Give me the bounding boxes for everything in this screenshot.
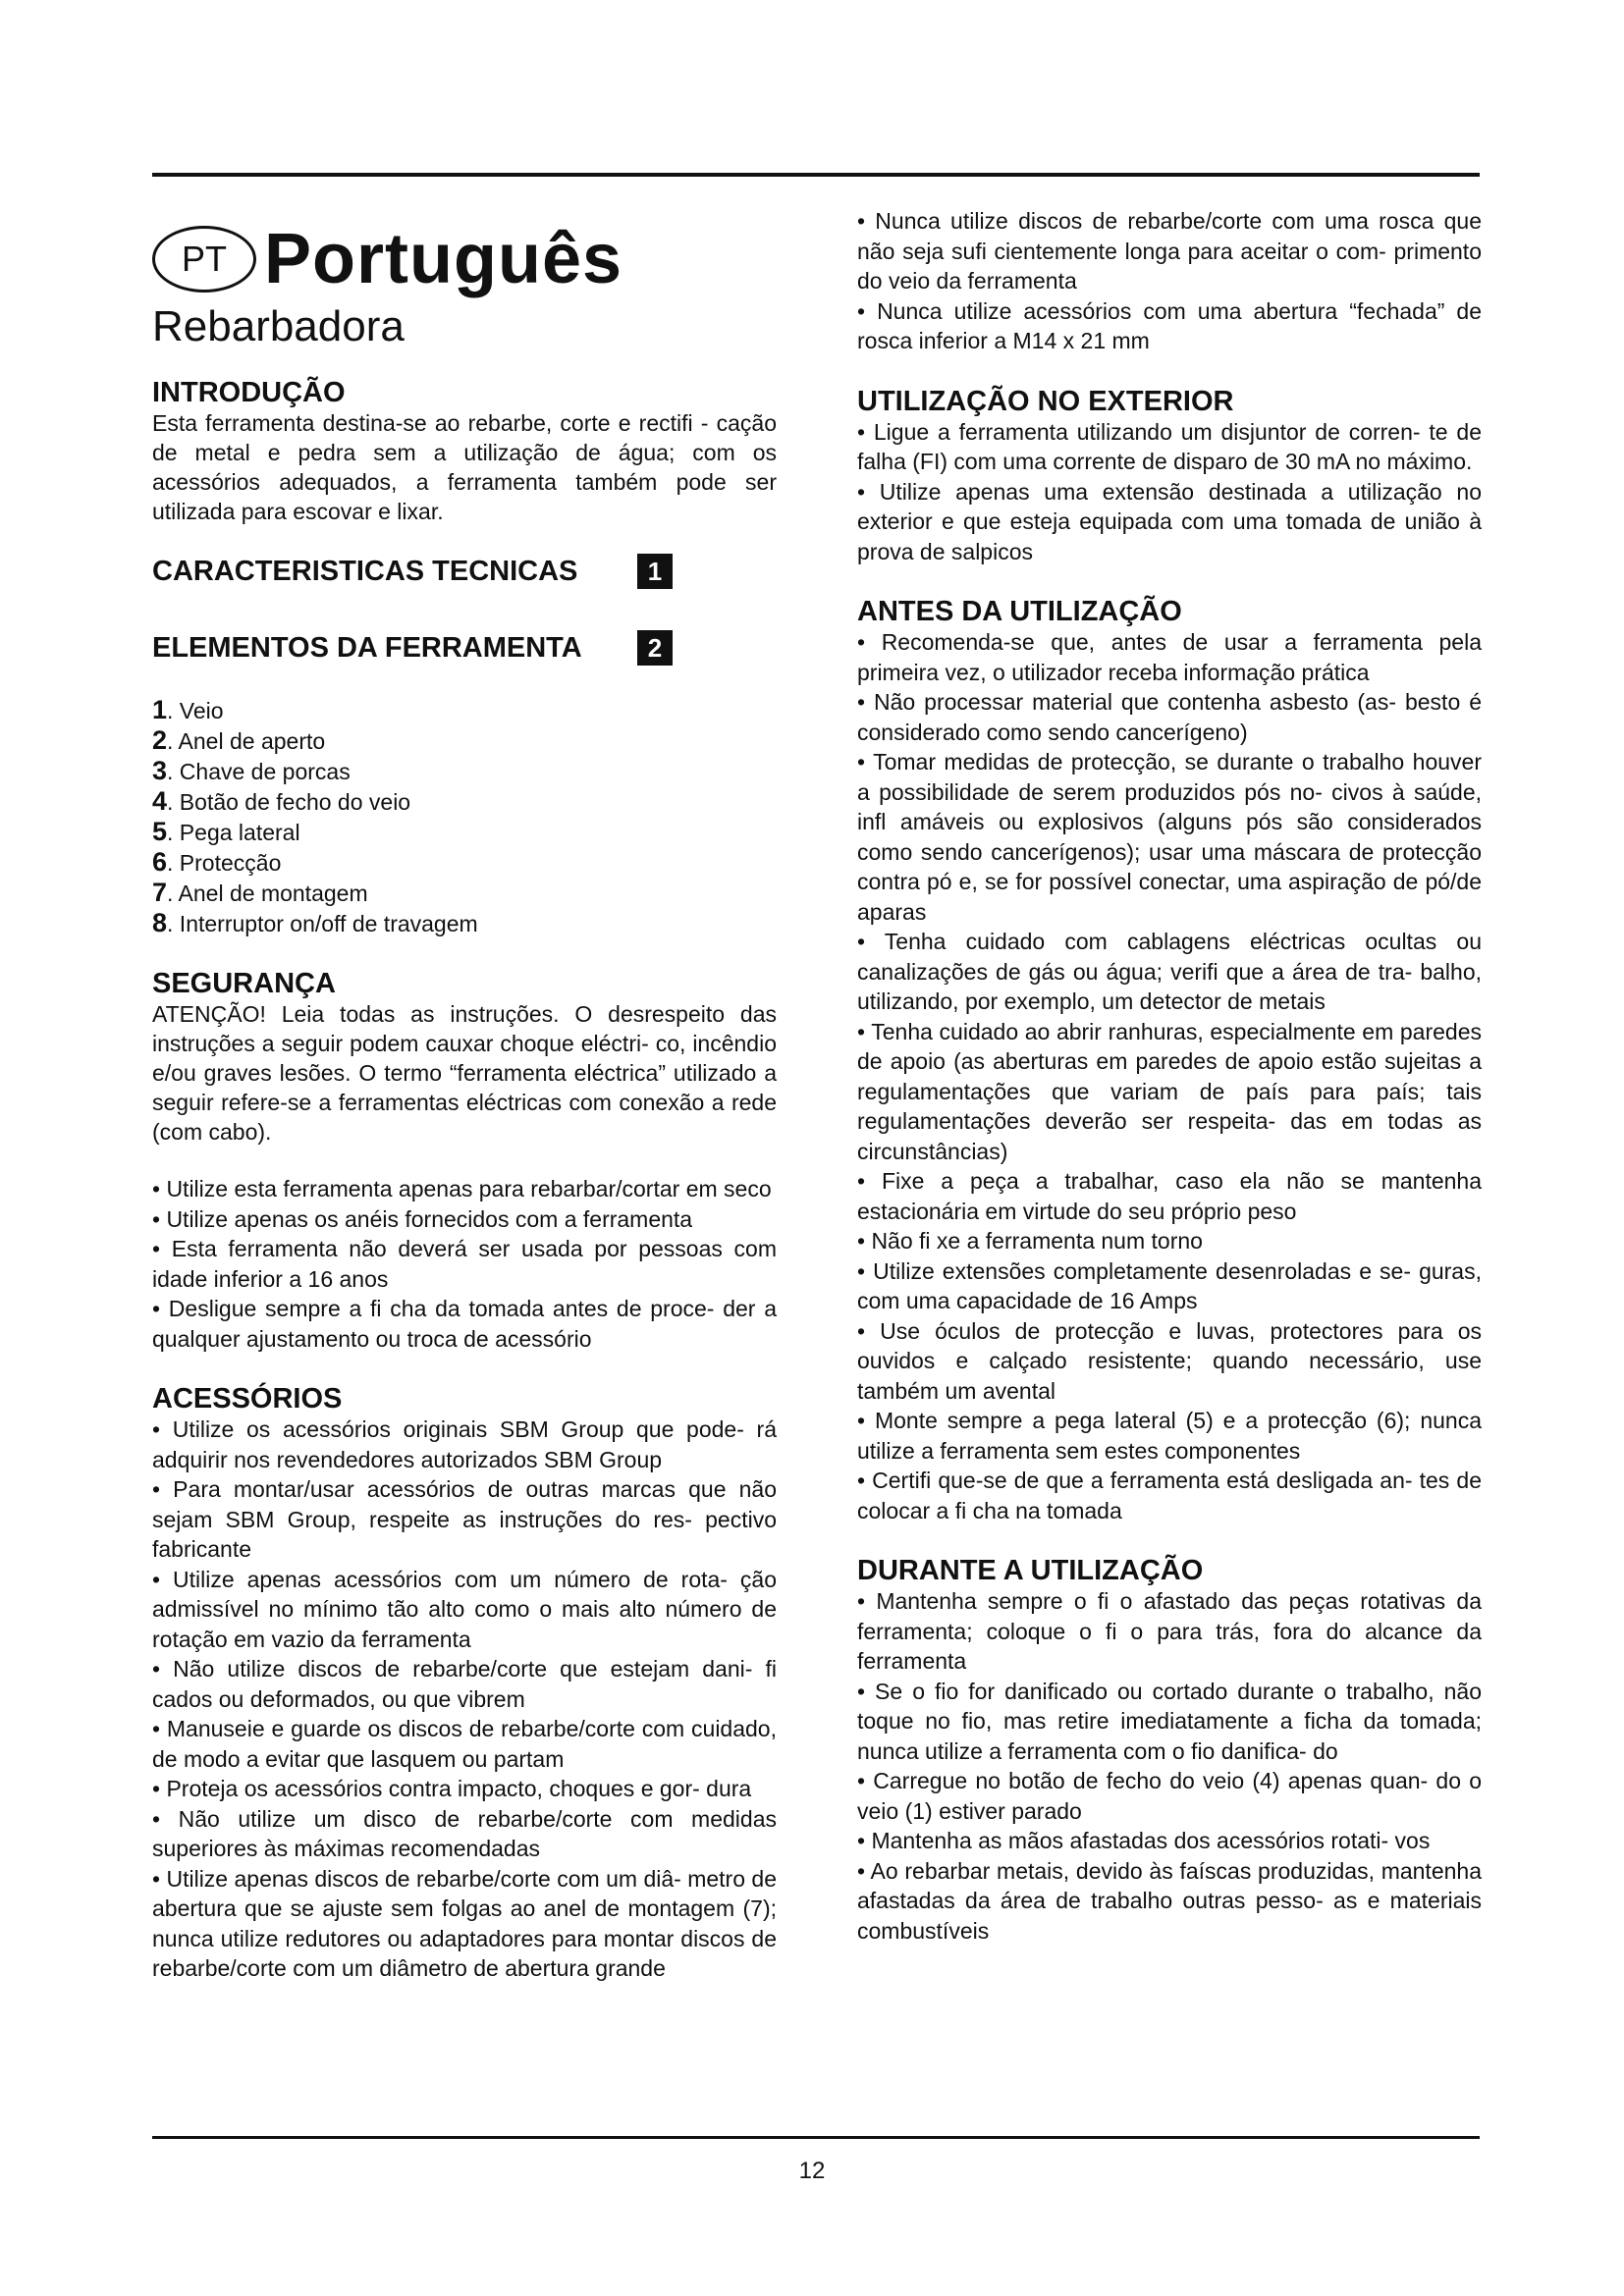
figure-2-badge: 2 [637, 630, 673, 666]
list-item: • Use óculos de protecção e luvas, protectores para os ouvidos e calçado resistente; quando necessário, use também um avental [857, 1317, 1482, 1404]
spacer [152, 1147, 777, 1174]
bottom-divider [152, 2136, 1480, 2139]
list-item: • Utilize apenas acessórios com um número de rota- ção admissível no mínimo tão alto como o mais alto número de rotação em vazio da ferramenta [152, 1566, 777, 1652]
safety-heading: SEGURANÇA [152, 968, 336, 999]
top-divider [152, 173, 1480, 177]
list-item: • Recomenda-se que, antes de usar a ferramenta pela primeira vez, o utilizador receba informação prática [857, 629, 1482, 685]
list-item: 4. Botão de fecho do veio [152, 786, 411, 816]
list-item: • Fixe a peça a trabalhar, caso ela não se mantenha estacionária em virtude do seu próprio peso [857, 1168, 1482, 1224]
list-item: • Nunca utilize discos de rebarbe/corte com uma rosca que não seja sufi cientemente longa para aceitar o com- primento do veio da ferramenta [857, 208, 1482, 294]
language-code-badge: PT [152, 226, 256, 293]
list-item: 8. Interruptor on/off de travagem [152, 908, 478, 937]
list-item: • Não utilize discos de rebarbe/corte que estejam dani- fi cados ou deformados, ou que vibrem [152, 1656, 777, 1712]
safety-text: ATENÇÃO! Leia todas as instruções. O desrespeito das instruções a seguir podem cauxar choque eléctri- co, incêndio e/ou graves lesões. O termo “ferramenta eléctrica” utilizado a seguir refere-se a ferramentas eléctricas com conexão a rede (com cabo). [152, 1001, 777, 1145]
list-item: • Ao rebarbar metais, devido às faíscas produzidas, mantenha afastadas da área de trabalho outras pesso- as e materiais combustíveis [857, 1857, 1482, 1944]
figure-1-badge: 1 [637, 554, 673, 589]
product-title: Rebarbadora [152, 302, 405, 350]
list-item: • Tenha cuidado ao abrir ranhuras, especialmente em paredes de apoio (as aberturas em paredes de apoio estão sujeitas a regulamentações que variam de país para país; tais regulamentações deverão ser respeita- das em todas as circunstâncias) [857, 1018, 1482, 1164]
list-item: 2. Anel de aperto [152, 725, 326, 755]
continued-accessories-bullets [857, 206, 1482, 356]
list-item: • Utilize apenas discos de rebarbe/corte com um diâ- metro de abertura que se ajuste sem folgas ao anel de montagem (7); nunca utilize redutores ou adaptadores para montar discos de rebarbe/corte com um diâmetro de abertura grande [152, 1865, 777, 1981]
left-column [152, 206, 777, 1984]
list-item: 1. Veio [152, 695, 224, 724]
list-item: • Não fi xe a ferramenta num torno [857, 1228, 1203, 1254]
list-item: • Utilize apenas uma extensão destinada a utilização no exterior e que esteja equipada com uma tomada de união à prova de salpicos [857, 478, 1482, 564]
before-use-heading: ANTES DA UTILIZAÇÃO [857, 596, 1182, 627]
safety-bullets [152, 1174, 777, 1354]
list-item: • Ligue a ferramenta utilizando um disjuntor de corren- te de falha (FI) com uma corrente de disparo de 30 mA no máximo. [857, 418, 1482, 474]
list-item: 5. Pega lateral [152, 817, 300, 846]
during-use-bullets [857, 1586, 1482, 1946]
list-item: • Tomar medidas de protecção, se durante o trabalho houver a possibilidade de serem produzidos pós no- civos à saúde, infl amáveis ou explosivos (alguns pós são considerados como sendo cancerígenos); usar uma máscara de protecção contra pó e, se for possível conectar, uma aspiração de pó/de aparas [857, 749, 1482, 925]
list-item: 6. Protecção [152, 847, 282, 877]
list-item: • Esta ferramenta não deverá ser usada por pessoas com idade inferior a 16 anos [152, 1236, 777, 1292]
list-item: • Utilize extensões completamente desenroladas e se- guras, com uma capacidade de 16 Amps [857, 1257, 1482, 1313]
tool-elements-row [152, 630, 673, 666]
list-item: • Manuseie e guarde os discos de rebarbe/corte com cuidado, de modo a evitar que lasquem ou partam [152, 1716, 777, 1772]
accessories-bullets [152, 1415, 777, 1984]
parts-list [152, 695, 777, 938]
list-item: • Utilize os acessórios originais SBM Group que pode- rá adquirir nos revendedores autorizados SBM Group [152, 1416, 777, 1472]
list-item: • Não utilize um disco de rebarbe/corte com medidas superiores às máximas recomendadas [152, 1805, 777, 1861]
list-item: • Para montar/usar acessórios de outras marcas que não sejam SBM Group, respeite as instruções do res- pectivo fabricante [152, 1476, 777, 1562]
language-header [152, 216, 777, 302]
tool-elements-heading: ELEMENTOS DA FERRAMENTA [152, 632, 582, 664]
list-item: • Tenha cuidado com cablagens eléctricas ocultas ou canalizações de gás ou água; verifi que a área de tra- balho, utilizando, por exemplo, um detector de metais [857, 929, 1482, 1014]
list-item: • Carregue no botão de fecho do veio (4) apenas quan- do o veio (1) estiver parado [857, 1768, 1482, 1824]
outdoor-use-heading: UTILIZAÇÃO NO EXTERIOR [857, 385, 1234, 417]
list-item: • Se o fio for danificado ou cortado durante o trabalho, não toque no fio, mas retire imediatamente a ficha da tomada; nunca utilize a ferramenta com o fio danifica- do [857, 1678, 1482, 1764]
outdoor-use-bullets [857, 417, 1482, 567]
list-item: • Utilize esta ferramenta apenas para rebarbar/cortar em seco [152, 1176, 772, 1201]
during-use-heading: DURANTE A UTILIZAÇÃO [857, 1555, 1204, 1586]
list-item: • Monte sempre a pega lateral (5) e a protecção (6); nunca utilize a ferramenta sem estes componentes [857, 1408, 1482, 1464]
right-column [857, 206, 1482, 1946]
before-use-bullets [857, 627, 1482, 1525]
list-item: 3. Chave de porcas [152, 756, 351, 785]
list-item: • Nunca utilize acessórios com uma abertura “fechada” de rosca inferior a M14 x 21 mm [857, 297, 1482, 353]
list-item: • Utilize apenas os anéis fornecidos com a ferramenta [152, 1205, 693, 1232]
list-item: • Mantenha as mãos afastadas dos acessórios rotati- vos [857, 1828, 1431, 1853]
list-item: 7. Anel de montagem [152, 878, 368, 907]
intro-text: Esta ferramenta destina-se ao rebarbe, corte e rectifi - cação de metal e pedra sem a utilização de água; com os acessórios adequados, a ferramenta também pode ser utilizada para escovar e lixar. [152, 410, 777, 524]
list-item: • Não processar material que contenha asbesto (as- besto é considerado como sendo cancerígeno) [857, 689, 1482, 745]
language-name: Português [264, 220, 623, 298]
list-item: • Certifi que-se de que a ferramenta está desligada an- tes de colocar a fi cha na tomada [857, 1468, 1482, 1523]
list-item: • Desligue sempre a fi cha da tomada antes de proce- der a qualquer ajustamento ou troca de acessório [152, 1296, 777, 1352]
page-number: 12 [798, 2158, 826, 2184]
technical-specs-row [152, 554, 673, 589]
accessories-heading: ACESSÓRIOS [152, 1383, 343, 1415]
intro-heading: INTRODUÇÃO [152, 377, 346, 408]
list-item: • Mantenha sempre o fi o afastado das peças rotativas da ferramenta; coloque o fi o para trás, fora do alcance da ferramenta [857, 1588, 1482, 1674]
list-item: • Proteja os acessórios contra impacto, choques e gor- dura [152, 1776, 752, 1801]
technical-specs-heading: CARACTERISTICAS TECNICAS [152, 556, 578, 587]
